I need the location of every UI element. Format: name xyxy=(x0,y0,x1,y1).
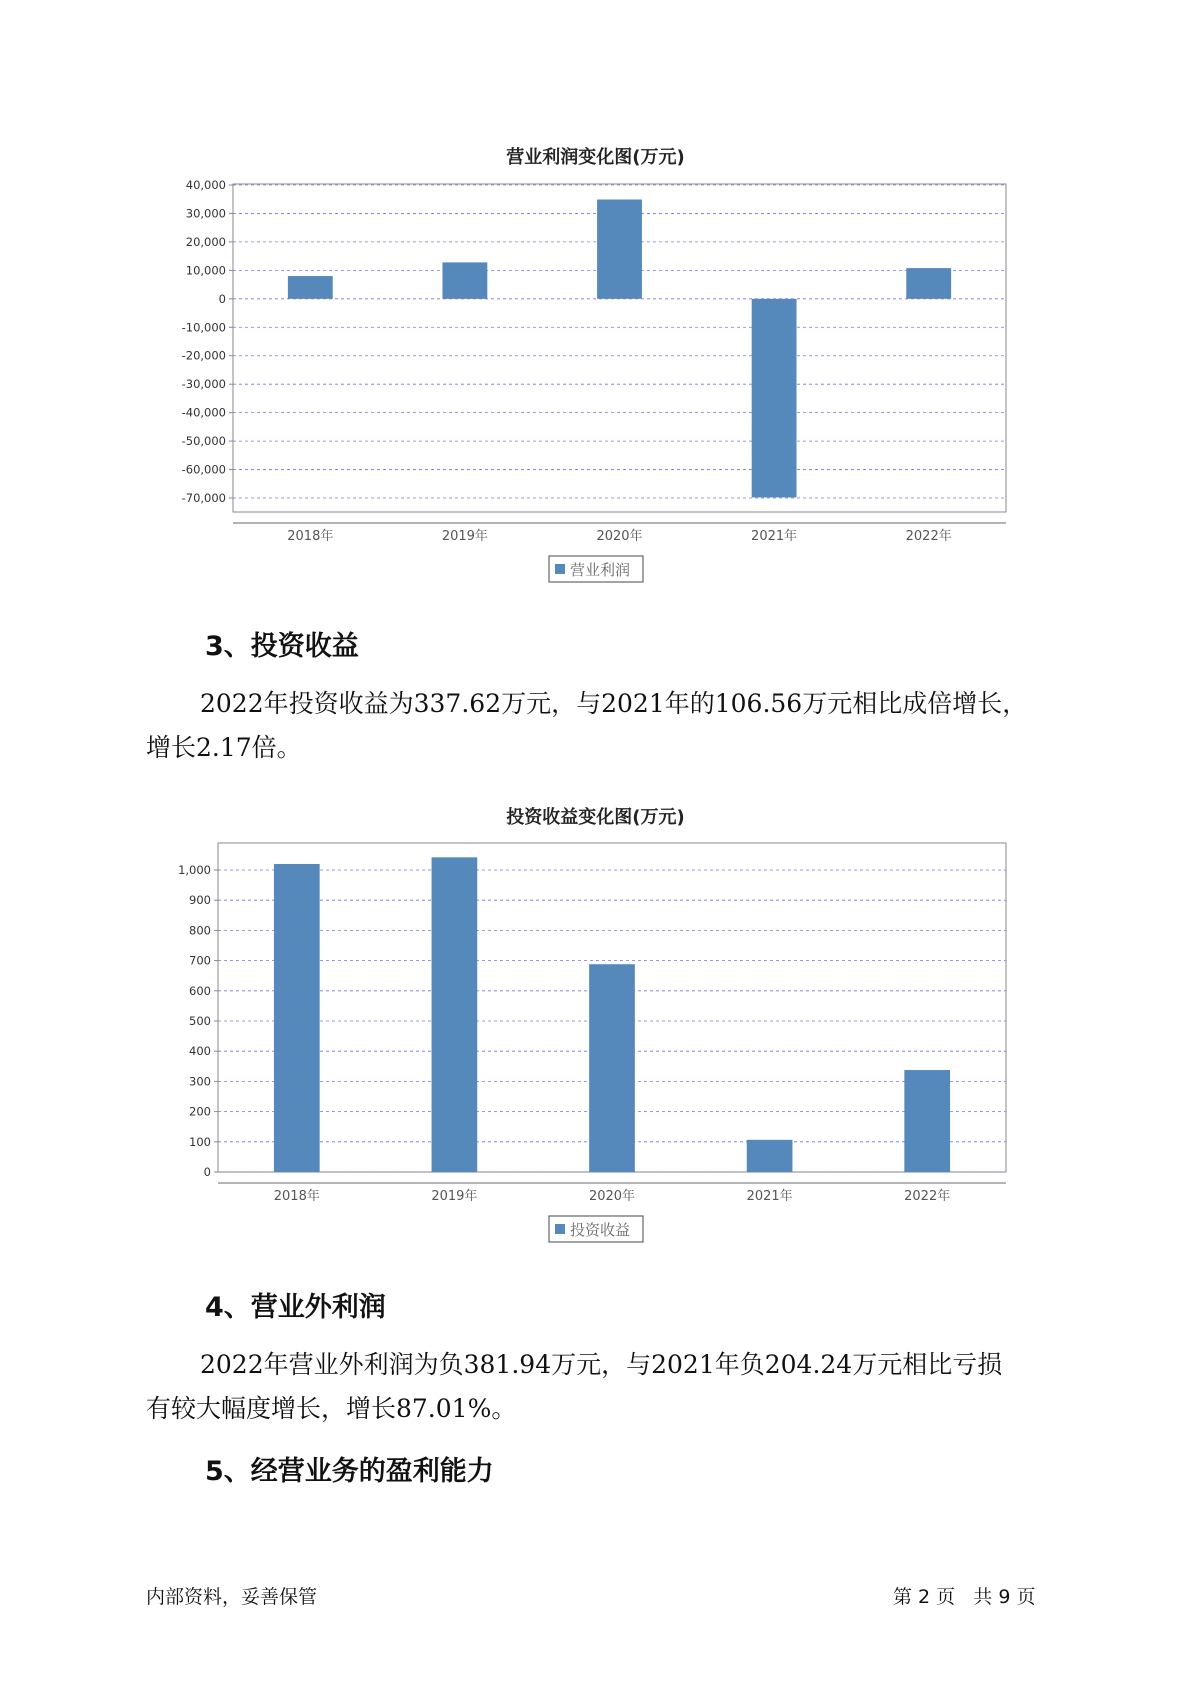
y-tick-label: -10,000 xyxy=(181,320,226,335)
chart2-title: 投资收益变化图(万元) xyxy=(506,807,685,828)
y-tick-label: -50,000 xyxy=(181,434,226,449)
bar-2021年 xyxy=(747,1140,793,1172)
section5-heading: 5、经营业务的盈利能力 xyxy=(205,1456,494,1487)
footer-page-number: 第 2 页 共 9 页 xyxy=(893,1586,1036,1608)
y-tick-label: 600 xyxy=(189,983,211,998)
bar-2020年 xyxy=(589,964,635,1172)
y-tick-label: 40,000 xyxy=(185,178,226,192)
y-tick-label: 900 xyxy=(189,893,211,908)
footer-confidential: 内部资料，妥善保管 xyxy=(146,1586,318,1608)
section4-heading: 4、营业外利润 xyxy=(205,1292,386,1323)
y-tick-label: 0 xyxy=(218,291,226,306)
section3-line2: 增长2.17倍。 xyxy=(146,733,302,762)
x-tick-label: 2022年 xyxy=(905,529,952,544)
y-tick-label: 10,000 xyxy=(185,263,226,278)
y-tick-label: -30,000 xyxy=(181,377,226,392)
y-tick-label: -70,000 xyxy=(181,491,226,505)
section3-heading: 3、投资收益 xyxy=(205,631,359,662)
legend-label: 投资收益 xyxy=(570,1221,631,1239)
y-tick-label: 0 xyxy=(203,1165,211,1179)
x-tick-label: 2018年 xyxy=(273,1189,320,1204)
y-tick-label: 400 xyxy=(189,1044,211,1059)
y-tick-label: -60,000 xyxy=(181,462,226,477)
x-tick-label: 2019年 xyxy=(431,1189,478,1204)
y-tick-label: 20,000 xyxy=(185,234,226,249)
bar-2018年 xyxy=(274,864,320,1172)
y-tick-label: 500 xyxy=(189,1014,211,1028)
y-tick-label: 700 xyxy=(189,953,211,968)
x-tick-label: 2022年 xyxy=(904,1189,951,1204)
x-tick-label: 2021年 xyxy=(746,1189,793,1204)
section4-line2: 有较大幅度增长，增长87.01%。 xyxy=(146,1394,517,1423)
bar-2022年 xyxy=(904,1070,950,1172)
x-tick-label: 2018年 xyxy=(287,529,334,544)
bar-2019年 xyxy=(432,857,478,1172)
y-tick-label: -40,000 xyxy=(181,405,226,420)
chart1-title: 营业利润变化图(万元) xyxy=(506,147,685,168)
legend-swatch xyxy=(555,1224,565,1234)
section3-line1: 2022年投资收益为337.62万元，与2021年的106.56万元相比成倍增长， xyxy=(200,689,1028,718)
y-tick-label: 100 xyxy=(189,1134,211,1149)
x-tick-label: 2020年 xyxy=(596,529,643,544)
y-tick-label: 1,000 xyxy=(178,863,211,877)
y-tick-label: 300 xyxy=(189,1074,211,1089)
section4-paragraph xyxy=(146,1343,1066,1431)
y-tick-label: 800 xyxy=(189,923,211,938)
y-tick-label: 30,000 xyxy=(185,206,226,221)
x-tick-label: 2020年 xyxy=(588,1189,636,1204)
x-tick-label: 2019年 xyxy=(441,529,488,544)
legend-label: 营业利润 xyxy=(570,561,631,579)
y-tick-label: -20,000 xyxy=(181,348,226,363)
x-tick-label: 2021年 xyxy=(751,529,798,544)
y-tick-label: 200 xyxy=(189,1104,211,1119)
section4-line1: 2022年营业外利润为负381.94万元，与2021年负204.24万元相比亏损 xyxy=(200,1350,1003,1379)
